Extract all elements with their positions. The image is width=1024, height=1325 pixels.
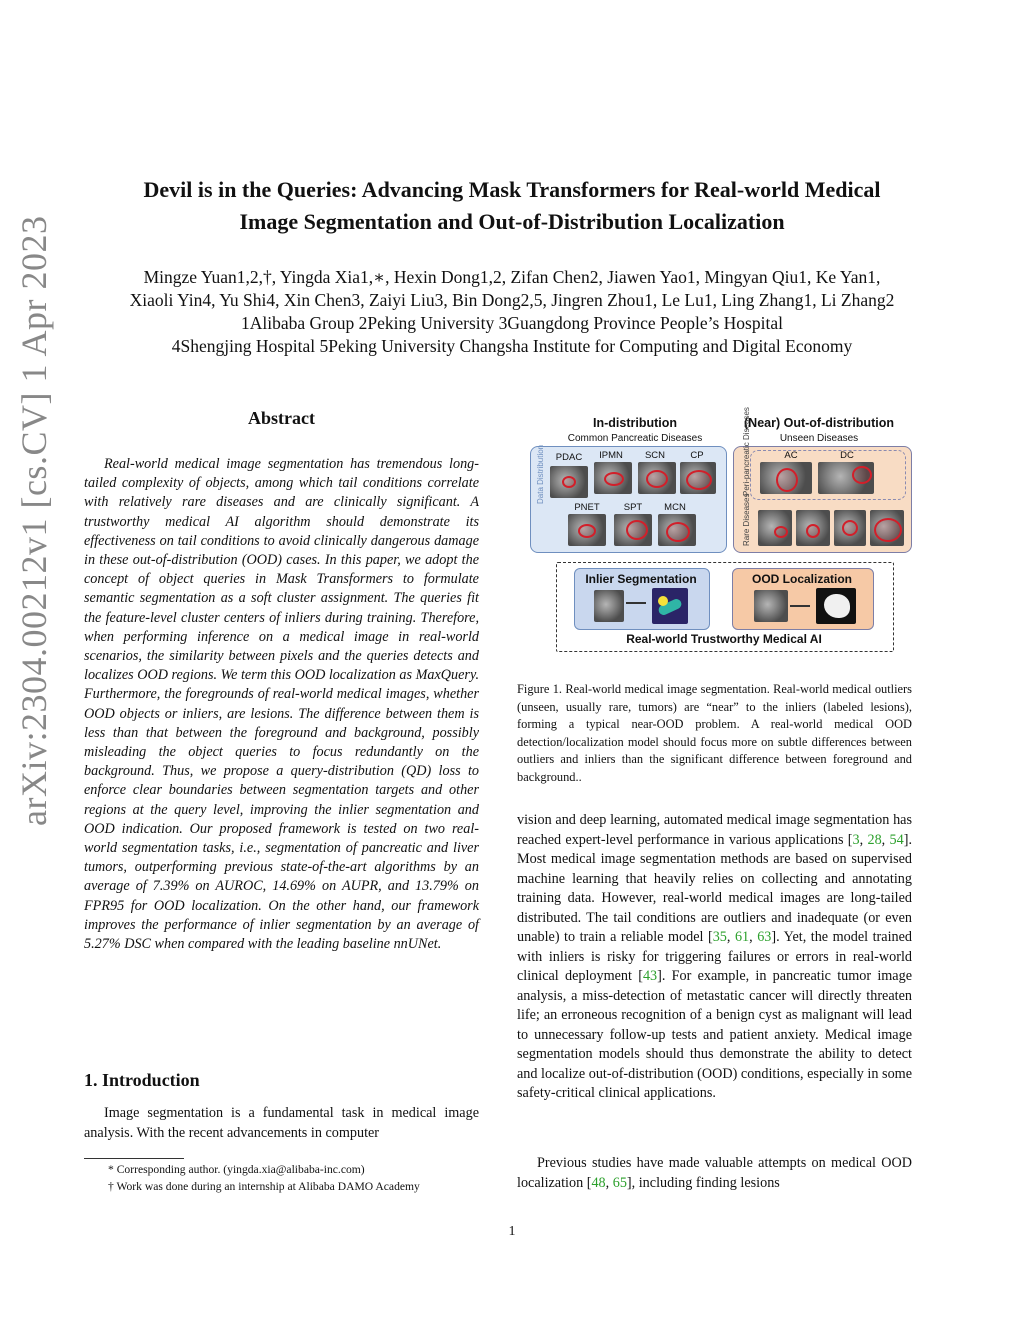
label-ac: AC	[784, 450, 798, 461]
in-distribution-title: In-distribution	[592, 416, 677, 430]
ct-thumb-cp	[680, 462, 716, 494]
paper-title	[60, 174, 964, 238]
title-line-2: Image Segmentation and Out-of-Distribution Localization	[239, 209, 785, 234]
label-mcn: MCN	[664, 502, 686, 513]
text-span: ]. Yet, the model trained with inliers is risky for triggering failures or errors in real-world clinical deployment [	[517, 929, 912, 984]
ood-title: (Near) Out-of-distribution	[744, 416, 894, 430]
text-span: vision and deep learning, automated medical image segmentation has reached expert-level performance in various applications [	[517, 812, 912, 848]
citation-link[interactable]: 48	[591, 1174, 606, 1191]
ct-thumb-mcn	[658, 514, 696, 546]
citation-link[interactable]: 35	[712, 929, 727, 945]
footnote-rule	[84, 1158, 184, 1159]
authors-line-1: Mingze Yuan1,2,†, Yingda Xia1,∗, Hexin Dong1,2, Zifan Chen2, Jiawen Yao1, Mingyan Qiu1, Ke Yan1,	[143, 267, 881, 287]
label-ipmn: IPMN	[599, 450, 623, 461]
author-block	[60, 266, 964, 358]
citation-link[interactable]: 43	[642, 968, 658, 984]
abstract-heading: Abstract	[248, 408, 315, 428]
ood-subtitle: Unseen Diseases	[779, 433, 859, 444]
label-pnet: PNET	[574, 502, 600, 513]
data-distribution-label: Data Distribution	[536, 444, 545, 504]
affiliations-line-1: 1Alibaba Group 2Peking University 3Guangdong Province People’s Hospital	[241, 313, 783, 333]
ct-thumb-pdac	[550, 466, 588, 498]
footnotes	[84, 1161, 479, 1195]
ct-thumb-ac	[760, 462, 812, 494]
inlier-mask-thumb	[652, 588, 688, 624]
ood-arrow	[790, 605, 810, 607]
footnote-corresponding: * Corresponding author. (yingda.xia@alibaba-inc.com)	[108, 1163, 365, 1176]
ct-thumb-spt	[614, 514, 652, 546]
text-span: ], including finding lesions	[626, 1174, 780, 1191]
figure-1	[520, 407, 912, 660]
ood-map-thumb	[816, 588, 856, 624]
ood-input-thumb	[754, 590, 788, 622]
citation-link[interactable]: 61	[734, 929, 750, 945]
ct-thumb-rare-1	[758, 510, 792, 546]
ct-thumb-pnet	[568, 514, 606, 546]
ct-thumb-rare-4	[870, 510, 904, 546]
rare-diseases-label: Rare Diseases	[742, 493, 751, 546]
citation-link[interactable]: 65	[612, 1174, 627, 1191]
label-dc: DC	[840, 450, 854, 461]
introduction-heading: 1. Introduction	[84, 1070, 200, 1090]
affiliations-line-2: 4Shengjing Hospital 5Peking University Changsha Institute for Computing and Digital Economy	[171, 336, 853, 356]
intro-paragraph-right-2: Previous studies have made valuable attempts on medical OOD localization [48, 65], including finding lesions	[517, 1155, 912, 1191]
label-spt: SPT	[623, 502, 643, 513]
peri-pancreatic-label: Peri-pancreatic Diseases	[742, 407, 751, 496]
citation-link[interactable]: 54	[889, 831, 904, 848]
citation-link[interactable]: 28	[867, 831, 882, 848]
ood-localization-label: OOD Localization	[751, 572, 852, 586]
label-scn: SCN	[644, 450, 666, 461]
page-number: 1	[508, 1224, 516, 1239]
arxiv-stamp: arXiv:2304.00212v1 [cs.CV] 1 Apr 2023	[14, 215, 54, 826]
ct-thumb-rare-2	[796, 510, 830, 546]
inlier-input-thumb	[594, 590, 624, 622]
figure-caption: Figure 1. Real-world medical image segmentation. Real-world medical outliers (unseen, usually rare, tumors) are “near” to the inliers (labeled lesions), forming a typical near-OOD problem. A real-world medical OOD detection/localization model should focus more on subtle differences between outliers and inliers than the significant difference between foreground and background..	[517, 682, 912, 784]
citation-link[interactable]: 63	[757, 929, 772, 945]
text-span: ]. For example, in pancreatic tumor image analysis, a miss-detection of metastatic cancer will directly threaten life; an erroneous recognition of a benign cyst as malignant will lead to unnecessary follow-up tests and patient anxiety. Medical image segmentation models should thus demonstrate the ability to detect and localize out-of-distribution (OOD) conditions, especially in some safety-critical clinical applications.	[517, 968, 912, 1101]
inlier-arrow	[626, 602, 646, 604]
inlier-segmentation-label: Inlier Segmentation	[585, 572, 697, 586]
ct-thumb-scn	[638, 462, 676, 494]
intro-paragraph-right-1: vision and deep learning, automated medical image segmentation has reached expert-level performance in various applications [3, 28, 54]. Most medical image segmentation methods are based on supervised machine learning that heavily relies on collecting and annotating training data. However, real-world medical images are long-tailed distributed. The tail conditions are outliers and inadequate (or even unable) to train a reliable model [35, 61, 63]. Yet, the model trained with inliers is risky for triggering failures or errors in real-world clinical deployment [43]. For example, in pancreatic tumor image analysis, a miss-detection of metastatic cancer will directly threaten life; an erroneous recognition of a benign cyst as malignant will lead to unnecessary follow-up tests and patient anxiety. Medical image segmentation models should thus demonstrate the ability to detect and localize out-of-distribution (OOD) conditions, especially in some safety-critical clinical applications.	[517, 812, 913, 1101]
ct-thumb-rare-3	[834, 510, 866, 546]
text-span: ]. Most medical image segmentation methods are based on supervised machine learning that heavily relies on collecting and annotating training data. However, real-world medical images are long-tailed distributed. The tail conditions are outliers and inadequate (or even unable) to train a reliable model [	[517, 831, 913, 945]
authors-line-2: Xiaoli Yin4, Yu Shi4, Xin Chen3, Zaiyi Liu3, Bin Dong2,5, Jingren Zhou1, Le Lu1, Ling Zhang1, Li Zhang2	[129, 290, 895, 310]
text-span: Previous studies have made valuable attempts on medical OOD localization [	[517, 1155, 912, 1191]
citation-link[interactable]: 3	[852, 831, 860, 848]
label-cp: CP	[690, 450, 704, 461]
label-pdac: PDAC	[555, 452, 583, 463]
in-distribution-subtitle: Common Pancreatic Diseases	[567, 433, 703, 444]
ct-thumb-dc	[818, 462, 874, 494]
footnote-internship: † Work was done during an internship at Alibaba DAMO Academy	[108, 1180, 420, 1193]
trustworthy-ai-label: Real-world Trustworthy Medical AI	[626, 632, 822, 646]
ct-thumb-ipmn	[594, 462, 632, 494]
title-line-1: Devil is in the Queries: Advancing Mask Transformers for Real-world Medical	[143, 177, 881, 202]
intro-paragraph-left: Image segmentation is a fundamental task in medical image analysis. With the recent advancements in computer	[84, 1105, 479, 1141]
abstract-text: Real-world medical image segmentation has tremendous long-tailed complexity of objects, among which tail conditions correlate with relatively rare diseases and are clinically significant. A trustworthy medical AI algorithm should demonstrate its effectiveness on tail conditions to avoid clinically dangerous damage in these out-of-distribution (OOD) cases. In this paper, we adopt the concept of object queries in Mask Transformers to formulate semantic segmentation as a soft cluster assignment. The queries fit the feature-level cluster centers of inliers during training. Therefore, when performing inference on a medical image in real-world scenarios, the similarity between pixels and the queries detects and localizes OOD regions. We term this OOD localization as MaxQuery. Furthermore, the foregrounds of real-world medical images, whether OOD objects or inliers, are lesions. The difference between them is less than that between the foreground and background, possibly misleading the object queries to focus redundantly on the background. Thus, we propose a query-distribution (QD) loss to enforce clear boundaries between segmentation targets and other regions at the query level, improving the inlier segmentation and OOD indication. Our proposed framework is tested on two real-world segmentation tasks, i.e., segmentation of pancreatic and liver tumors, outperforming previous state-of-the-art algorithms by an average of 7.39% on AUROC, 14.69% on AUPR, and 13.79% on FPR95 for OOD localization. On the other hand, our framework improves the performance of inlier segmentation by an average of 5.27% DSC when compared with the leading baseline nnUNet.	[84, 456, 479, 953]
